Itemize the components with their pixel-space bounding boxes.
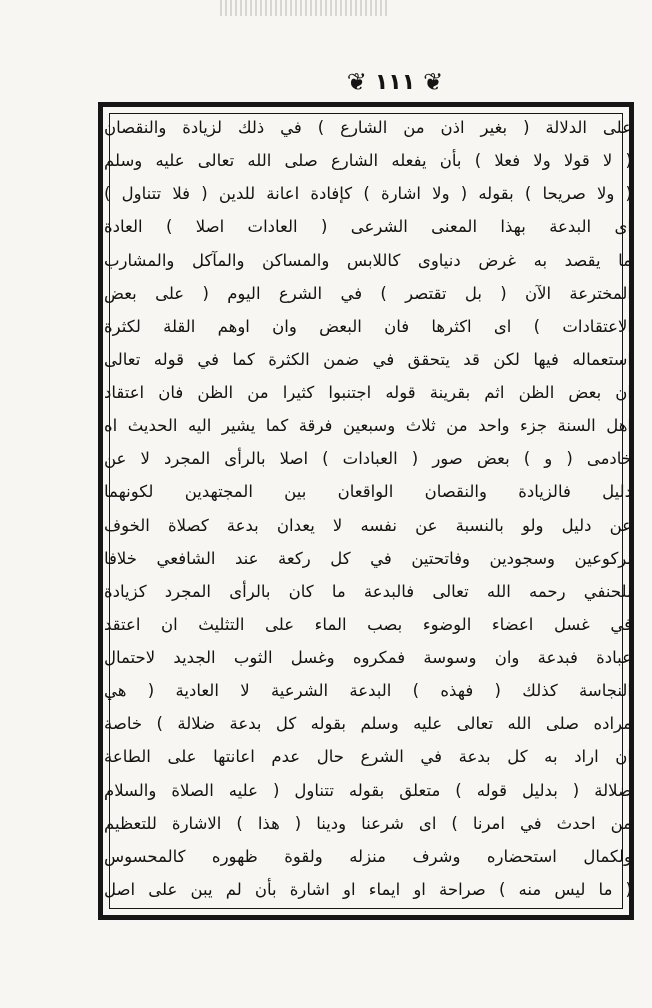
- text-line: ولكمال استحضاره وشرف منزله ولقوة ظهوره كالمحسوس: [104, 846, 632, 866]
- text-line: دليل فالزيادة والنقصان الواقعان بين المجتهدين لكونهما: [104, 482, 632, 502]
- right-ornament-icon: ❦: [423, 68, 444, 96]
- text-line: النجاسة كذلك ( فهذه ) البدعة الشرعية لا العادية ( هي: [104, 681, 632, 701]
- text-line: ما يقصد به غرض دنياوى كاللابس والمساكن والمآكل والمشارب: [104, 250, 632, 270]
- text-line: ان بعض الظن اثم بقرينة قوله اجتنبوا كثيرا من الظن فان اعتقاد: [104, 383, 632, 402]
- text-line: استعماله فيها لكن قد يتحقق في ضمن الكثرة كما في قوله تعالى: [104, 349, 632, 369]
- text-line: ( ولا صريحا ) بقوله ( ولا اشارة ) كإفادة اعانة للدين ( فلا تتناول ): [104, 184, 632, 204]
- page-header: [330, 62, 460, 102]
- text-line: خادمى ( و ) بعض صور ( العبادات ) اصلا بالرأى المجرد لا عن: [104, 449, 632, 469]
- left-ornament-icon: ❦: [346, 68, 367, 96]
- text-line: ( لا قولا ولا فعلا ) بأن يفعله الشارع صلى الله تعالى عليه وسلم: [104, 151, 632, 171]
- text-line: عن دليل ولو بالنسبة عن نفسه لا يعدان بدعة كصلاة الخوف: [104, 515, 632, 535]
- page-number: ١١١: [374, 69, 416, 95]
- text-line: الاعتقادات ) اى اكثرها فان البعض وان اوهم القلة لكثرة: [104, 316, 632, 336]
- text-line: مراده صلى الله تعالى عليه وسلم بقوله كل بدعة ضلالة ) خاصة: [104, 714, 632, 734]
- text-line: في غسل اعضاء الوضوء بصب الماء على التثليث ان اعتقد: [104, 614, 632, 634]
- text-line: للحنفي رحمه الله تعالى فالبدعة ما كان بالرأى المجرد كزيادة: [104, 581, 632, 601]
- text-line: عبادة فبدعة وان وسوسة فمكروه وغسل الثوب الجديد لاحتمال: [104, 648, 632, 667]
- text-line: اى البدعة بهذا المعنى الشرعى ( العادات اصلا ) العادة: [104, 217, 632, 237]
- text-line: ان اراد به كل بدعة في الشرع حال عدم اعانتها على الطاعة: [104, 747, 632, 767]
- text-line: المخترعة الآن ( بل تقتصر ) في الشرع اليوم ( على بعض: [104, 283, 632, 303]
- text-line: من احدث في امرنا ) اى شرعنا ودينا ( هذا ) الاشارة للتعظيم: [104, 813, 632, 833]
- text-line: على الدلالة ( بغير اذن من الشارع ) في ذلك لزيادة والنقصان: [104, 118, 632, 137]
- text-line: ضلالة ( بدليل قوله ) متعلق بقوله تتناول ( عليه الصلاة والسلام: [104, 780, 632, 800]
- text-line: بركوعين وسجودين وفاتحتين في كل ركعة عند الشافعي خلافا: [104, 548, 632, 568]
- text-line: اهل السنة جزء واحد من ثلاث وسبعين فرقة كما يشير اليه الحديث اه: [104, 416, 632, 436]
- scan-artifact: [220, 0, 390, 16]
- body-text: [104, 112, 632, 906]
- text-line: ( ما ليس منه ) صراحة او ايماء او اشارة بأن لم يبن على اصل: [104, 879, 632, 899]
